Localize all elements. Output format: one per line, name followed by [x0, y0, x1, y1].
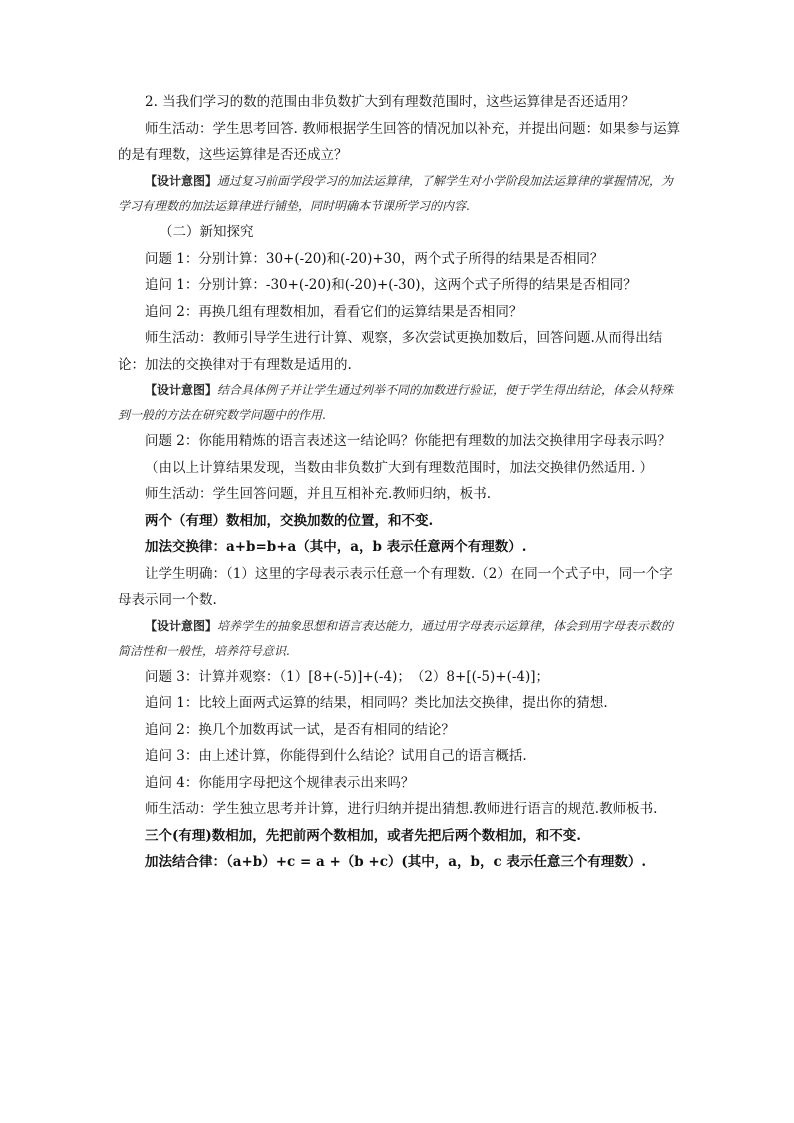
key-statement: 三个(有理)数相加，先把前两个数相加，或者先把后两个数相加，和不变. [145, 827, 581, 844]
body-paragraph: 问题 1：分别计算：30+(-20)和(-20)+30，两个式子所得的结果是否相同？ [145, 250, 604, 267]
body-paragraph: 师生活动：学生思考回答. 教师根据学生回答的情况加以补充，并提出问题：如果参与运算的是有理数，这些运算律是否还成立？ [118, 120, 681, 163]
section-heading: （二）新知探究 [159, 223, 254, 240]
body-paragraph: 追问 2：再换几组有理数相加，看看它们的运算结果是否相同？ [145, 303, 523, 320]
design-intent-paragraph [118, 169, 683, 219]
design-intent-paragraph [118, 378, 683, 428]
body-paragraph: 追问 4：你能用字母把这个规律表示出来吗？ [145, 774, 415, 791]
design-intent-text: 培养学生的抽象思想和语言表达能力，通过用字母表示运算律，体会到用字母表示数的简洁性和一般性，培养符号意识. [118, 618, 674, 658]
design-intent-text: 结合具体例子并让学生通过列举不同的加数进行验证，便于学生得出结论，体会从特殊到一般的方法在研究数学问题中的作用. [118, 383, 674, 422]
key-statement: 加法结合律：（a+b）+c = a +（b +c）(其中，a，b，c 表示任意三个有理数）. [145, 854, 647, 870]
body-paragraph: 追问 2：换几个加数再试一试，是否有相同的结论？ [145, 721, 455, 738]
design-intent-tag: 【设计意图】 [145, 173, 218, 188]
body-paragraph: 问题 3：计算并观察：（1）[8+(-5)]+(-4)； （2）8+[(-5)+(-4)]； [145, 668, 550, 685]
body-paragraph: 让学生明确：（1）这里的字母表示表示任意一个有理数.（2）在同一个式子中，同一个字母表示同一个数. [118, 565, 673, 608]
key-statement: 加法交换律：a+b=b+a（其中，a，b 表示任意两个有理数）. [145, 539, 527, 555]
body-paragraph: 追问 1：比较上面两式运算的结果，相同吗？类比加法交换律，提出你的猜想. [145, 695, 608, 711]
body-paragraph: （由以上计算结果发现，当数由非负数扩大到有理数范围时，加法交换律仍然适用. ） [145, 459, 654, 476]
design-intent-tag: 【设计意图】 [145, 618, 218, 633]
key-statement: 两个（有理）数相加，交换加数的位置，和不变. [145, 512, 434, 529]
body-paragraph: 师生活动：教师引导学生进行计算、观察，多次尝试更换加数后，回答问题.从而得出结论：加法的交换律对于有理数是适用的. [118, 330, 663, 373]
design-intent-tag: 【设计意图】 [145, 383, 218, 397]
design-intent-text: 通过复习前面学段学习的加法运算律，了解学生对小学阶段加法运算律的掌握情况，为学习有理数的加法运算律进行铺垫，同时明确本节课所学习的内容. [118, 173, 674, 213]
body-paragraph: 师生活动：学生独立思考并计算，进行归纳并提出猜想.教师进行语言的规范.教师板书. [145, 801, 658, 817]
body-paragraph: 2. 当我们学习的数的范围由非负数扩大到有理数范围时，这些运算律是否还适用？ [145, 94, 635, 110]
body-paragraph: 追问 1：分别计算：-30+(-20)和(-20)+(-30)，这两个式子所得的结果是否相同？ [145, 277, 637, 293]
body-paragraph: 问题 2：你能用精炼的语言表述这一结论吗？你能把有理数的加法交换律用字母表示吗？ [145, 433, 671, 449]
body-paragraph: 追问 3：由上述计算，你能得到什么结论？试用自己的语言概括. [145, 748, 527, 764]
document-body [118, 89, 683, 876]
design-intent-paragraph [118, 614, 683, 664]
body-paragraph: 师生活动：学生回答问题，并且互相补充.教师归纳，板书. [145, 486, 492, 502]
